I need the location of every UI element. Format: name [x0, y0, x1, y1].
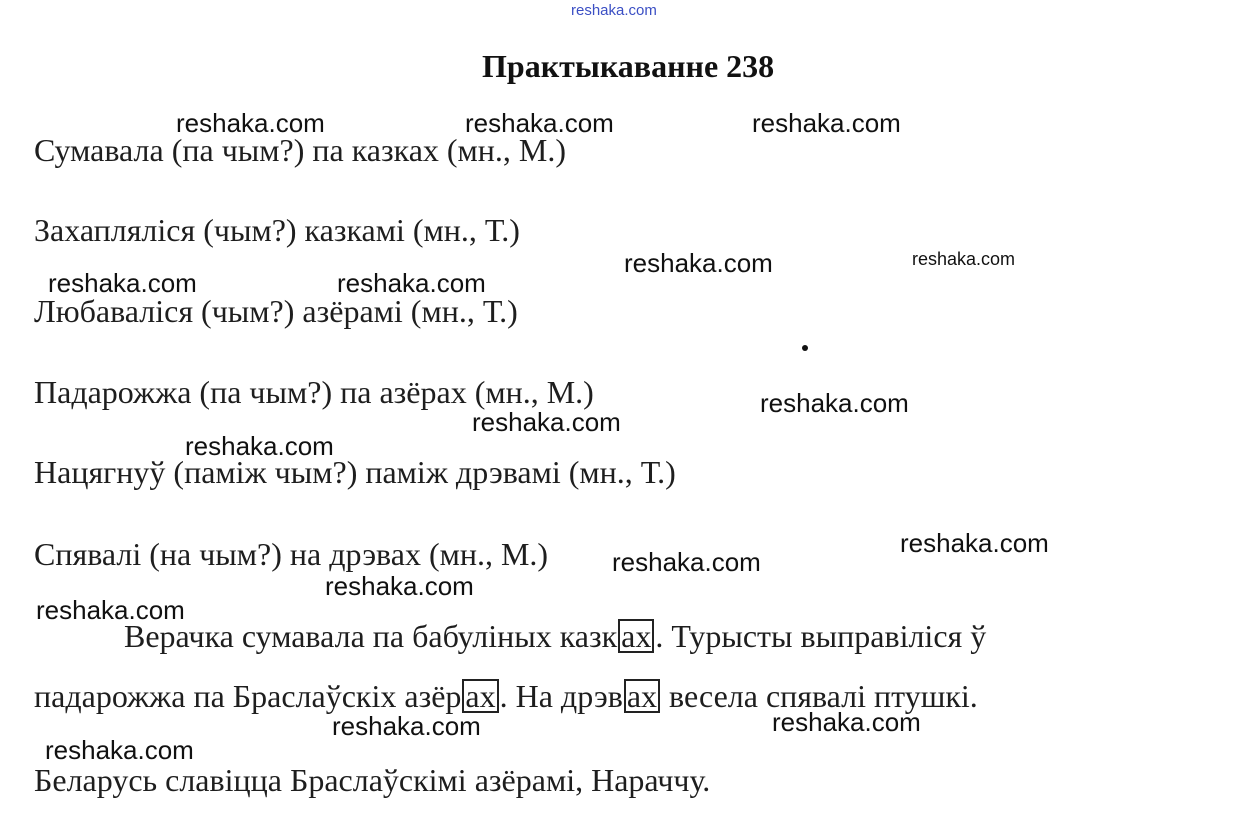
watermark: reshaka.com	[772, 707, 921, 737]
watermark: reshaka.com	[465, 108, 614, 138]
exercise-line-5: Нацягнуў (паміж чым?) паміж дрэвамі (мн., Т.)	[34, 454, 676, 490]
ending-box: ах	[462, 679, 498, 713]
paragraph-line-3: Беларусь славіцца Браслаўскімі азёрамі, Нараччу.	[34, 762, 711, 798]
watermark: reshaka.com	[48, 268, 197, 298]
page-title: Практыкаванне 238	[482, 48, 775, 84]
exercise-line-6: Спявалі (на чым?) на дрэвах (мн., М.)	[34, 536, 549, 572]
watermark: reshaka.com	[472, 407, 621, 437]
exercise-line-3: Любаваліся (чым?) азёрамі (мн., Т.)	[34, 293, 518, 329]
ending-box: ах	[618, 619, 654, 653]
watermark: reshaka.com	[337, 268, 486, 298]
watermark: reshaka.com	[185, 431, 334, 461]
stray-dot	[802, 345, 808, 351]
ending-box: ах	[624, 679, 660, 713]
paragraph-text: Верачка сумавала па бабуліных казк	[124, 618, 618, 654]
watermark: reshaka.com	[176, 108, 325, 138]
watermark: reshaka.com	[325, 571, 474, 601]
watermark: reshaka.com	[760, 388, 909, 418]
watermark: reshaka.com	[45, 735, 194, 765]
watermark: reshaka.com	[900, 528, 1049, 558]
watermark: reshaka.com	[332, 711, 481, 741]
watermark: reshaka.com	[36, 595, 185, 625]
watermark: reshaka.com	[624, 248, 773, 278]
exercise-line-4: Падарожжа (па чым?) па азёрах (мн., М.)	[34, 374, 594, 410]
paragraph-text: . На дрэв	[499, 678, 623, 714]
paragraph-text: падарожжа па Браслаўскіх азёр	[34, 678, 462, 714]
watermark: reshaka.com	[612, 547, 761, 577]
exercise-line-2: Захапляліся (чым?) казкамі (мн., Т.)	[34, 212, 520, 248]
watermark: reshaka.com	[752, 108, 901, 138]
paragraph-text: весела спявалі птушкі.	[661, 678, 978, 714]
paragraph-text: . Турысты выправіліся ў	[655, 618, 987, 654]
exercise-line-1: Сумавала (па чым?) па казках (мн., М.)	[34, 132, 567, 168]
site-link[interactable]: reshaka.com	[571, 2, 657, 19]
paragraph-line-1	[124, 618, 986, 655]
watermark: reshaka.com	[912, 249, 1016, 269]
